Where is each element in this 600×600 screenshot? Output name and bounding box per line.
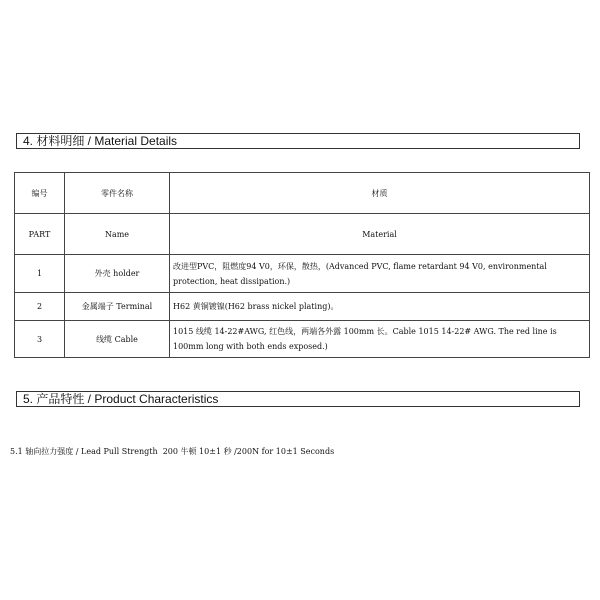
row-part-name: 线缆 Cable (65, 321, 170, 358)
header-part-en: PART (15, 214, 65, 255)
section-4-title: 4. 材料明细 / Material Details (23, 134, 178, 148)
row-number: 3 (15, 321, 65, 358)
section-4-header (16, 133, 580, 149)
table-row (15, 255, 590, 293)
section-5-header (16, 391, 580, 407)
header-name-en: Name (65, 214, 170, 255)
row-number: 1 (15, 255, 65, 293)
row-number: 2 (15, 293, 65, 321)
row-material: 改进型PVC，阻燃度94 V0，环保，散热，(Advanced PVC, flame retardant 94 V0, environmental protection, heat dissipation.) (170, 255, 590, 293)
lead-pull-strength-line: 5.1 轴向拉力强度 / Lead Pull Strength 200 牛顿 10±1 秒 /200N for 10±1 Seconds (10, 447, 335, 456)
section-5-title: 5. 产品特性 / Product Characteristics (23, 392, 219, 406)
row-part-name: 外壳 holder (65, 255, 170, 293)
row-part-name: 金属端子 Terminal (65, 293, 170, 321)
header-material-en: Material (170, 214, 590, 255)
header-part-name-cn: 零件名称 (65, 173, 170, 214)
row-material: 1015 线缆 14-22#AWG, 红色线，两端各外露 100mm 长。Cable 1015 14-22# AWG. The red line is 100mm long with both ends exposed.) (170, 321, 590, 358)
material-details-table (14, 172, 590, 358)
table-row (15, 293, 590, 321)
header-number-cn: 编号 (15, 173, 65, 214)
table-row (15, 321, 590, 358)
table-header-row-en (15, 214, 590, 255)
table-header-row-cn (15, 173, 590, 214)
row-material: H62 黄铜镀镍(H62 brass nickel plating)。 (170, 293, 590, 321)
header-material-cn: 材质 (170, 173, 590, 214)
